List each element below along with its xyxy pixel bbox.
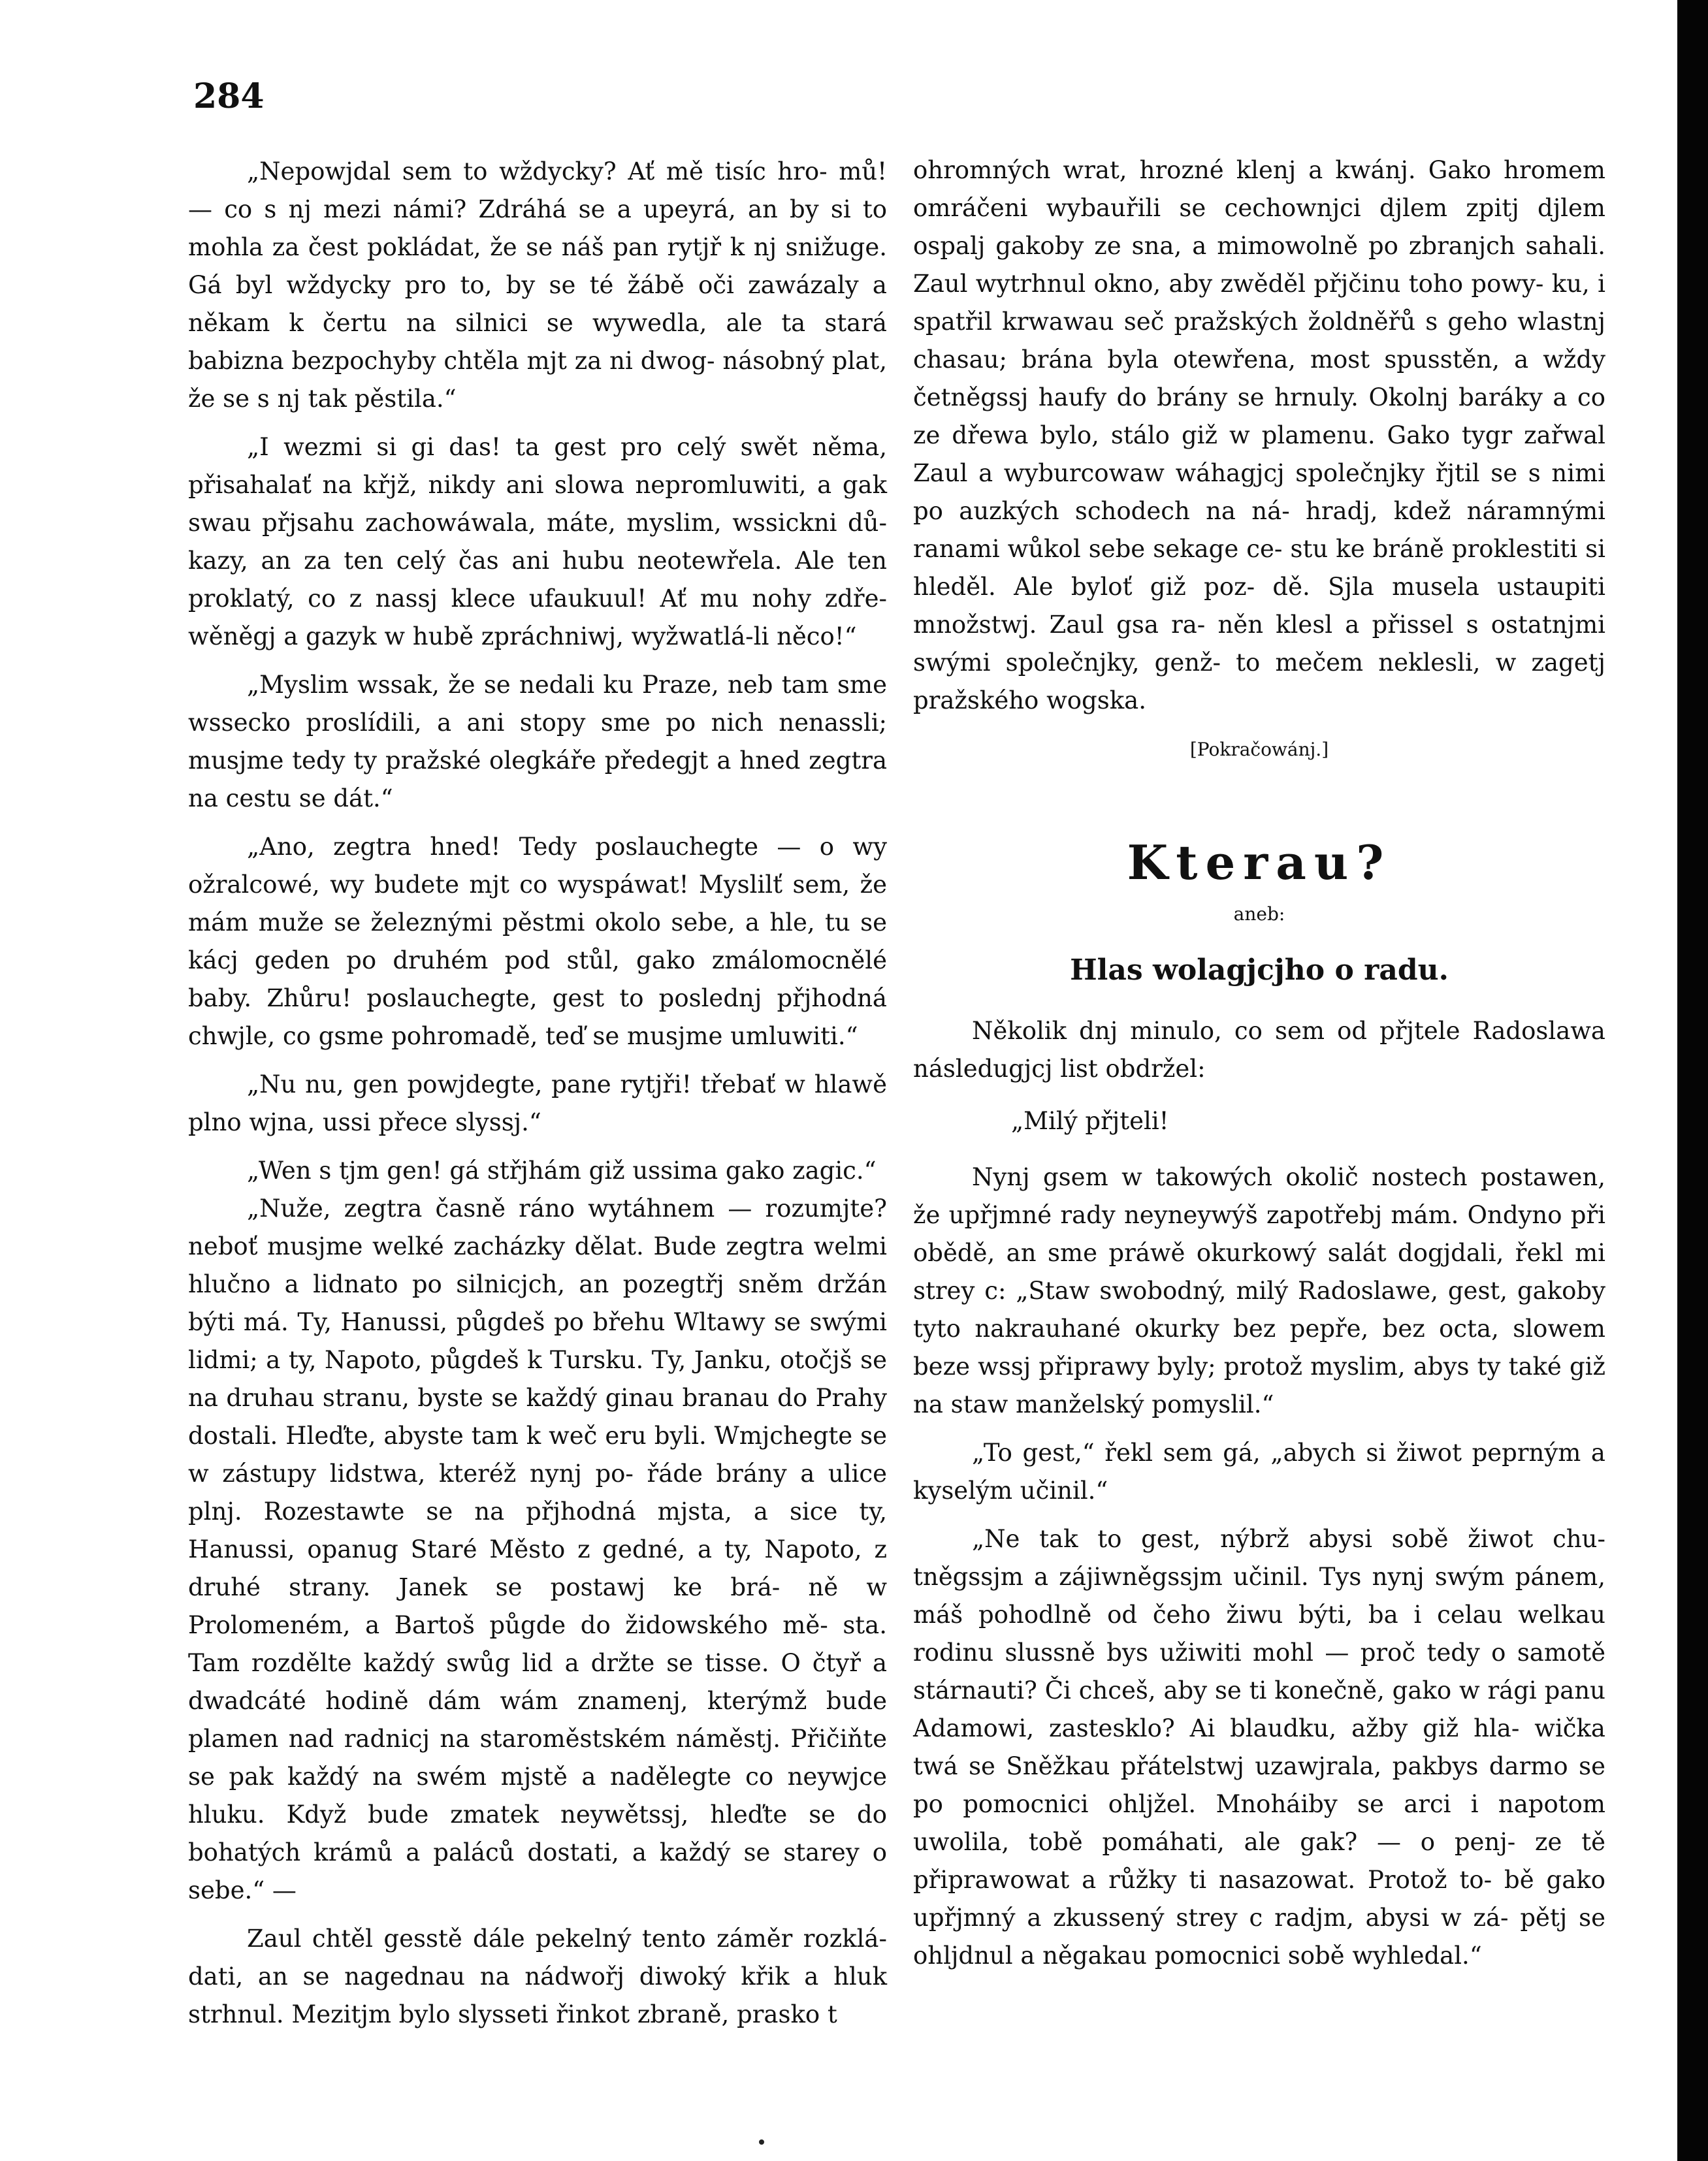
- paragraph: „Ano, zegtra hned! Tedy poslauchegte — o wy ožralcowé, wy budete mjt co wyspáwat! Myslilť sem, že mám muže se železnými pěstmi okolo sebe, a hle, tu se kácj geden po druhém pod stůl, gako zmálomocnělé baby. Zhůru! poslauchegte, gest to poslednj přjhodná chwjle, co gsme pohromadě, teď se musjme umluwiti.“: [188, 833, 887, 1050]
- paragraph: Nynj gsem w takowých okolič nostech postawen, že upřjmné rady neyneywýš zapotřebj mám. Ondyno při obědě, an sme práwě okurkowý salát dogjdali, řekl mi strey c: „Staw swobodný, milý Radoslawe, gest, gakoby tyto nakrauhané okurky bez pepře, bez octa, slowem beze wssj připrawy byly; protož myslim, abys ty také giž na staw manželský pomyslil.“: [913, 1163, 1605, 1418]
- paragraph: „Nepowjdal sem to wždycky? Ať mě tisíc hro- mů! — co s nj mezi námi? Zdráhá se a upeyrá, an by si to mohla za čest pokládat, že se náš pan rytjř k nj snižuge. Gá byl wždycky pro to, by se té žábě oči zawázaly a někam k čertu na silnici se wywedla, ale ta stará babizna bezpochyby chtěla mjt za ni dwog- násobný plat, že se s nj tak pěstila.“: [188, 157, 887, 413]
- left-column: [188, 153, 887, 2034]
- page-number: 284: [193, 76, 265, 116]
- paragraph: „Nu nu, gen powjdegte, pane rytjři! třebať w hlawě plno wjna, ussi přece slyssj.“: [188, 1070, 887, 1136]
- scan-border: [1677, 0, 1708, 2161]
- paragraph: „I wezmi si gi das! ta gest pro celý swět něma, přisahalať na křjž, nikdy ani slowa nepromluwiti, a gak swau přjsahu zachowáwala, máte, myslim, wssickni dů- kazy, an za ten celý čas ani hubu neotewřela. Ale ten proklatý, co z nassj klece ufaukuul! Ať mu nohy zdře- wěněgj a gazyk w hubě zpráchniwj, wyžwatlá-li něco!“: [188, 433, 887, 650]
- paragraph: „Myslim wssak, že se nedali ku Praze, neb tam sme wssecko proslídili, a ani stopy sme po nich nenassli; musjme tedy ty pražské olegkáře předegjt a hned zegtra na cestu se dát.“: [188, 671, 887, 812]
- article-title: Kterau?: [1127, 835, 1392, 890]
- article-subtitle: Hlas wolagjcjho o radu.: [1070, 953, 1449, 987]
- ink-dot: [759, 2139, 764, 2145]
- intro-paragraph: Několik dnj minulo, co sem od přjtele Radoslawa následugjcj list obdržel:: [913, 1017, 1605, 1083]
- paragraph: „Wen s tjm gen! gá střjhám giž ussima gako zagic.“: [247, 1157, 877, 1185]
- paragraph: „To gest,“ řekl sem gá, „abych si žiwot peprným a kyselým učinil.“: [913, 1439, 1605, 1505]
- continuation-paragraph: ohromných wrat, hrozné klenj a kwánj. Gako hromem omráčeni wybauřili se cechownjci djlem zpitj djlem ospalj gakoby ze sna, a mimowolně po zbranjch sahali. Zaul wytrhnul okno, aby zwěděl přjčinu toho powy- ku, i spatřil krwawau seč pražských žoldněřů s geho wlastnj chasau; brána byla otewřena, most spusstěn, a wždy četněgssj haufy do brány se hrnuly. Okolnj baráky a co ze dřewa bylo, stálo giž w plamenu. Gako tygr zařwal Zaul a wyburcowaw wáhagjcj společnjky řjtil se s nimi po auzkých schodech na ná- hradj, kdež náramnými ranami wůkol sebe sekage ce- stu ke bráně proklestiti si hleděl. Ale byloť giž poz- dě. Sjla musela ustaupiti množstwj. Zaul gsa ra- něn klesl a přissel s ostatnjmi swými společnjky, genž- to mečem neklesli, w zagetj pražského wogska.: [913, 156, 1605, 714]
- paragraph: „Ne tak to gest, nýbrž abysi sobě žiwot chu- tněgssjm a zájiwněgssjm učinil. Tys nynj swým pánem, máš pohodlně od čeho žiwu býti, ba i celau welkau rodinu slussně bys užiwiti mohl — proč tedy o samotě stárnauti? Či chceš, aby se ti konečně, gako w rági panu Adamowi, zastesklo? Ai blaudku, ažby giž hla- wička twá se Sněžkau přátelstwj uzawjrala, pakbys darmo se po pomocnici ohljžel. Mnoháiby se arci i napotom uwolila, tobě pomáhati, ale gak? — o penj- ze tě připrawowat a růžky ti nasazowat. Protož to- bě gako upřjmný a zkussený strey c radjm, abysi w zá- pětj se ohljdnul a něgakau pomocnici sobě wyhledal.“: [913, 1525, 1605, 1970]
- right-column: [913, 152, 1605, 1975]
- continued-note: [Pokračowánj.]: [1189, 739, 1329, 760]
- letter-greeting: „Milý přjteli!: [1011, 1107, 1169, 1135]
- paragraph: „Nuže, zegtra časně ráno wytáhnem — rozumjte? neboť musjme welké zacházky dělat. Bude zegtra welmi hlučno a lidnato po silnicjch, an pozegtřj sněm držán býti má. Ty, Hanussi, půgdeš po břehu Wltawy se swými lidmi; a ty, Napoto, půgdeš k Tursku. Ty, Janku, otočjš se na druhau stranu, byste se každý ginau branau do Prahy dostali. Hleďte, abyste tam k weč eru byli. Wmjchegte se w zástupy lidstwa, kteréž nynj po- řáde brány a ulice plnj. Rozestawte se na přjhodná mjsta, a sice ty, Hanussi, opanug Staré Město z gedné, a ty, Napoto, z druhé strany. Janek se postawj ke brá- ně w Prolomeném, a Bartoš půgde do židowského mě- sta. Tam rozdělte každý swůg lid a držte se tisse. O čtyř a dwadcáté hodině dám wám znamenj, kterýmž bude plamen nad radnicj na staroměstském náměstj. Přičiňte se pak každý na swém mjstě a nadělegte co neywjce hluku. Když bude zmatek neywětssj, hleďte se do bohatých krámů a paláců dostati, a každý se starey o sebe.“ —: [188, 1194, 887, 1904]
- title-connector: aneb:: [1233, 903, 1285, 925]
- paragraph: Zaul chtěl gesstě dále pekelný tento záměr rozklá- dati, an se nagednau na nádwořj diwoký křik a hluk strhnul. Mezitjm bylo slysseti řinkot zbraně, prasko t: [188, 1925, 887, 2028]
